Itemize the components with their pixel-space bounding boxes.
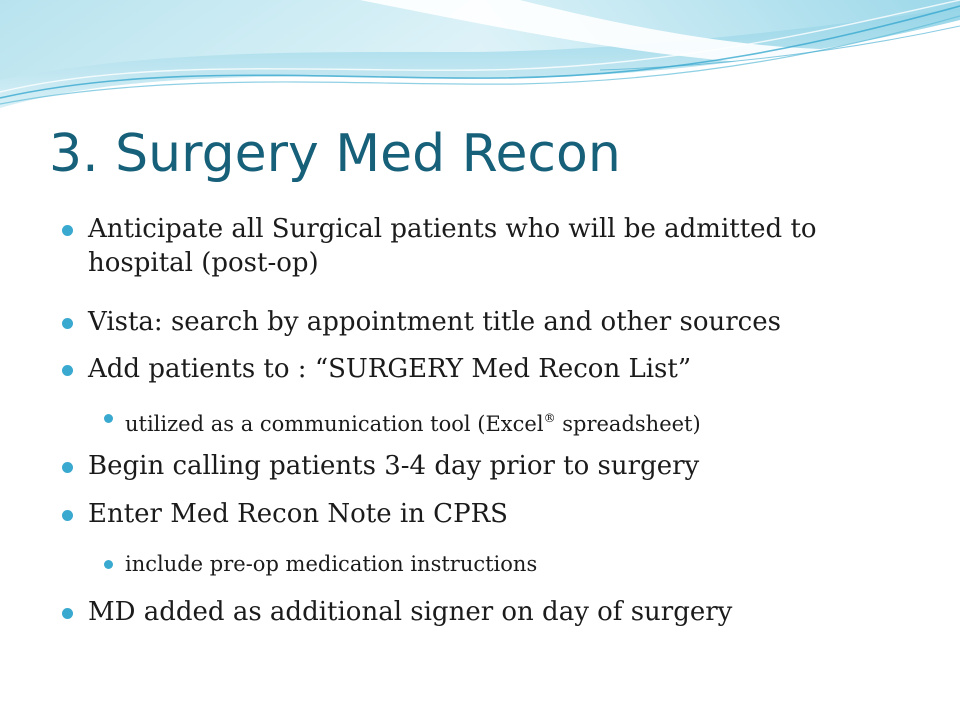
bullet-marker [62,608,73,619]
bullet-item: Enter Med Recon Note in CPRS [88,499,508,529]
sub-bullet-item [125,403,701,439]
bullet-marker [62,510,73,521]
sub-bullet-marker [104,414,113,423]
bullet-item: Vista: search by appointment title and other sources [88,307,781,337]
bullet-text-line1: Anticipate all Surgical patients who will be admitted to [88,214,817,244]
bullet-item [88,212,817,280]
sub-bullet-text-end: spreadsheet) [555,412,701,436]
sub-bullet-item: include pre-op medication instructions [125,552,538,576]
sub-bullet-text: utilized as a communication tool (Excel [125,412,544,436]
bullet-item: Add patients to : “SURGERY Med Recon List” [88,354,692,384]
bullet-marker [62,462,73,473]
bullet-marker [62,318,73,329]
bullet-item: MD added as additional signer on day of surgery [88,597,733,627]
registered-mark: ® [543,411,556,425]
bullet-marker [62,365,73,376]
bullet-item: Begin calling patients 3-4 day prior to surgery [88,451,700,481]
sub-bullet-marker [104,560,113,569]
slide-title: 3. Surgery Med Recon [49,124,621,184]
bullet-text-line2: hospital (post-op) [88,248,319,278]
bullet-marker [62,225,73,236]
